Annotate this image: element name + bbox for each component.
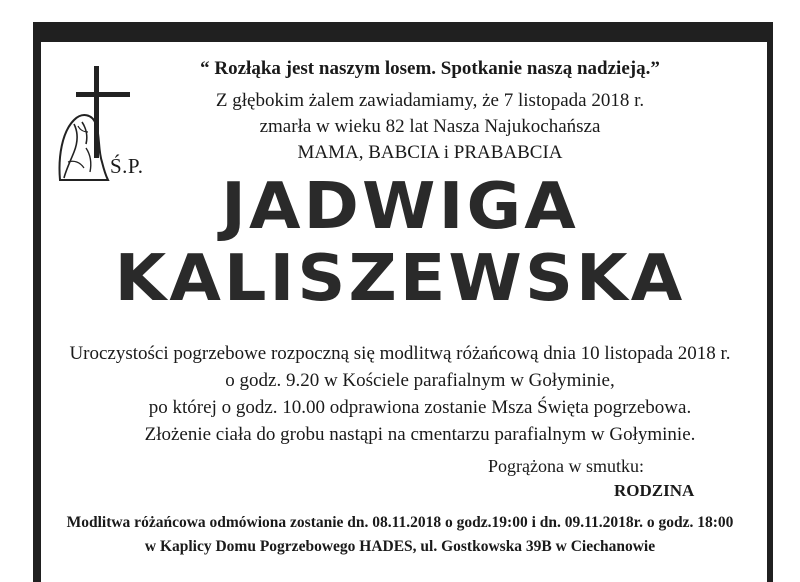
memorial-quote: “ Rozłąka jest naszym losem. Spotkanie naszą nadzieją.” bbox=[200, 58, 660, 79]
ceremony-line: Uroczystości pogrzebowe rozpoczną się modlitwą różańcową dnia 10 listopada 2018 r. bbox=[69, 343, 731, 364]
chapel-address: w Kaplicy Domu Pogrzebowego HADES, ul. Gostkowska 39B w Ciechanowie bbox=[144, 538, 656, 555]
deceased-first-name: JADWIGA bbox=[221, 170, 579, 244]
ceremony-line: Złożenie ciała do grobu nastąpi na cmentarzu parafialnym w Gołyminie. bbox=[144, 424, 696, 445]
ceremony-line: po której o godz. 10.00 odprawiona zostanie Msza Święta pogrzebowa. bbox=[148, 397, 692, 418]
family-roles: MAMA, BABCIA i PRABABCIA bbox=[297, 142, 563, 163]
announcement-line: zmarła w wieku 82 lat Nasza Najukochańsza bbox=[259, 116, 601, 137]
signature-family: RODZINA bbox=[614, 481, 695, 500]
announcement-line: Z głębokim żalem zawiadamiamy, że 7 listopada 2018 r. bbox=[215, 90, 645, 111]
deceased-last-name: KALISZEWSKA bbox=[114, 242, 686, 316]
ceremony-line: o godz. 9.20 w Kościele parafialnym w Gołyminie, bbox=[225, 370, 615, 391]
signature-intro: Pogrążona w smutku: bbox=[488, 456, 644, 476]
sp-abbreviation: Ś.P. bbox=[110, 154, 144, 178]
rosary-prayer-info: Modlitwa różańcowa odmówiona zostanie dn. 08.11.2018 o godz.19:00 i dn. 09.11.2018r. o godz. 18:00 bbox=[66, 514, 734, 531]
